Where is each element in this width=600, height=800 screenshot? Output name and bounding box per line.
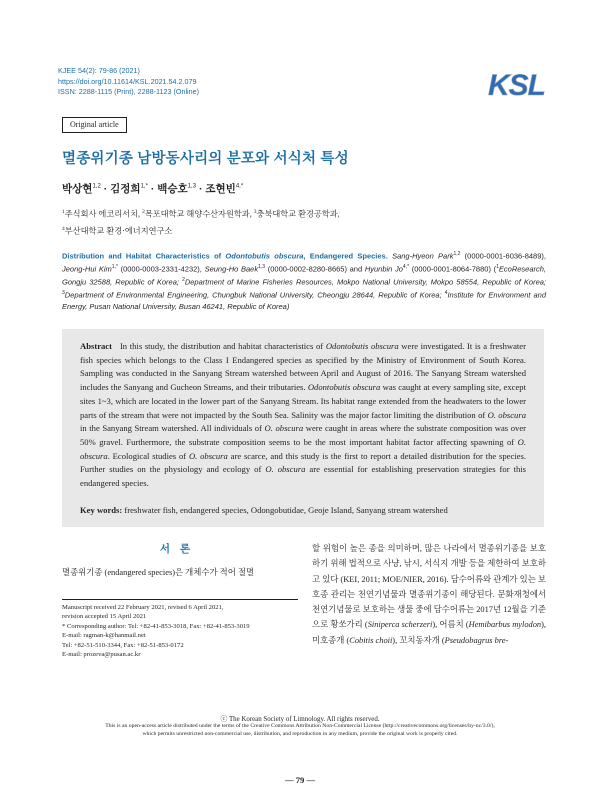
page-number: — 79 — xyxy=(284,775,316,785)
logo-lettering: KSL xyxy=(488,69,545,100)
affil-marker: 1,3 xyxy=(258,264,266,271)
copyright-line: ⓒ The Korean Society of Limnology. All rights reserved. xyxy=(220,716,380,723)
author-separator: · xyxy=(147,183,158,195)
authors-korean xyxy=(62,181,243,196)
affil-marker: 2 xyxy=(142,209,145,215)
license-line: This is an open-access article distributed under the terms of the Creative Commons Attribution Non-Commercial License (http://creativecommons.org/licenses/by-nc/3.0/), xyxy=(105,723,495,729)
affiliation-line xyxy=(62,205,542,222)
english-title: Distribution and Habitat Characteristics of Odontobutis obscura, Endangered Species. xyxy=(62,251,388,261)
email-link[interactable]: E-mail: prozeva@pusan.ac.kr xyxy=(62,651,141,659)
affiliation: 부산대학교 환경·에너지연구소 xyxy=(64,226,173,236)
keywords-label: Key words: xyxy=(80,505,123,515)
email-link[interactable]: E-mail: ragman-k@hanmail.net xyxy=(62,632,146,640)
affil-marker: 2 xyxy=(182,277,185,284)
affil-marker: 1 xyxy=(496,264,499,271)
author-name: 김정희 xyxy=(110,183,141,195)
article-type-label: Original article xyxy=(62,117,127,133)
english-title-block xyxy=(62,249,546,313)
intro-paragraph-right: 할 위험이 높은 종을 의미하며, 많은 나라에서 멸종위기종을 보호하기 위해 법적으로 사냥, 낚시, 서식지 개발 등을 제한하여 보호하고 있다 (KEI, 2011; MOE/NIER, 2016). 담수어류와 관계가 있는 보호종 관리는 천연기념물과 멸종위기종이 해당된다. 문화재청에서 천연기념물로 보호하는 생물 중에 담수어류는 2017년 12월을 기준으로 황쏘가리 (Siniperca scherzeri), 어름치 (Hemibarbus mylodon), 미호종개 (Cobitis choii), 꼬치동자개 (Pseudobagrus bre- xyxy=(312,544,546,645)
page-title: 멸종위기종 남방동사리의 분포와 서식처 특성 xyxy=(62,151,349,167)
affil-marker: 4 xyxy=(62,225,65,232)
orcid: (0000-0001-8064-7880) ( xyxy=(409,264,497,274)
author-name-en: Sang-Hyeon Park xyxy=(387,251,454,261)
affil-marker: 4,* xyxy=(402,264,410,271)
author-name: 백승호 xyxy=(157,183,188,195)
license-line: which permits unrestricted non-commercial use, distribution, and reproduction in any medium, provide the original work is properly cited. xyxy=(142,731,458,738)
orcid: (0000-0001-6036-8489), xyxy=(464,251,546,261)
author-affil-marker: 1,* xyxy=(140,183,148,190)
affil-marker: 4 xyxy=(444,290,448,297)
affil-marker: 1 xyxy=(62,209,65,215)
author-name: 박상현 xyxy=(62,183,93,195)
abstract-label: Abstract xyxy=(80,341,112,351)
note-line: revision accepted 15 April 2021 xyxy=(62,613,147,621)
affiliation-en: Department of Environmental Engineering, Chungbuk National University, Cheongju 28644, Republic of Korea; xyxy=(64,290,445,300)
section-heading: 서론 xyxy=(159,543,201,555)
note-line: Manuscript received 22 February 2021, revised 6 April 2021, xyxy=(62,604,224,611)
orcid: (0000-0003-2331-4232), xyxy=(117,264,205,274)
license-text xyxy=(0,722,600,739)
keywords xyxy=(80,505,526,515)
author-name: 조현빈 xyxy=(205,183,236,195)
affil-marker: 3 xyxy=(253,209,257,215)
author-name-en: Hyunbin Jo xyxy=(364,264,403,274)
affiliations-korean xyxy=(62,205,542,238)
orcid: (0000-0002-8280-8665) and xyxy=(265,264,365,274)
author-separator: · xyxy=(100,183,111,195)
author-name-en: Jeong-Hui Kim xyxy=(62,264,112,274)
affil-marker: 1,* xyxy=(111,264,118,271)
ksl-logo xyxy=(486,66,548,100)
journal-citation: KJEE 54(2): 79-86 (2021) xyxy=(58,66,140,75)
affil-marker: 3 xyxy=(62,290,65,297)
manuscript-notes xyxy=(62,603,298,659)
affil-marker: 1,2 xyxy=(453,251,461,257)
affiliation-line xyxy=(62,222,542,239)
abstract: Abstract In this study, the distribution and habitat characteristics of Odontobutis obscura were investigated. It is a freshwater fish species which belongs to the Class I Endangered species as specified by the Ministry of Environment of South Korea. Sampling was conducted in the Sanyang Stream watershed between April and August of 2016. The Sanyang Stream watershed includes the Sanyang and Gucheon Streams, and their tributaries. Odontobutis obscura was caught at every sampling site, except sites 1~3, which are located in the lower part of the Sanyang Stream. Its habitat range extended from the headwaters to the lower parts of the stream that were not impacted by the South Sea. Salinity was the major factor limiting the distribution of O. obscura in the Sanyang Stream watershed. All individuals of O. obscura were caught in areas where the substrate composition was over 50% gravel. Furthermore, the substrate composition seems to be the most important habitat factor affecting spawning of O. obscura. Ecological studies of O. obscura are scarce, and this study is the first to report a detailed distribution for the species. Further studies on the physiology and ecology of O. obscura are essential for establishing preservation strategies for this endangered species. xyxy=(80,341,526,489)
affiliation: 목포대학교 해양수산자원학과, xyxy=(144,209,254,219)
author-affil-marker: 1,2 xyxy=(92,183,101,190)
affiliation-en: EcoResearch, Gongju 32588, Republic of Korea; xyxy=(62,264,546,287)
affiliation-en: Department of Marine Fisheries Resources, Mokpo National University, Mokpo 58554, Republic of Korea; xyxy=(184,277,546,287)
affiliation: 충북대학교 환경공학과, xyxy=(256,209,340,219)
intro-paragraph-left: 멸종위기종 (endangered species)은 개체수가 적어 절멸 xyxy=(62,568,255,577)
journal-header xyxy=(58,66,199,98)
note-line: Tel: +82-51-510-3344, Fax: +82-51-853-0172 xyxy=(62,641,184,649)
author-affil-marker: 1,3 xyxy=(187,183,197,190)
author-separator: · xyxy=(196,183,206,195)
doi-link[interactable]: https://doi.org/10.11614/KSL.2021.54.2.079 xyxy=(58,76,197,86)
footnote-divider xyxy=(62,599,298,600)
affiliation: 주식회사 에코리서치, xyxy=(64,209,143,219)
affiliation-en: Institute for Environment and Energy, Pusan National University, Busan 46241, Republic of Korea) xyxy=(62,290,546,312)
issn-line: ISSN: 2288-1115 (Print), 2288-1123 (Online) xyxy=(58,87,200,97)
author-name-en: Seung-Ho Baek xyxy=(204,264,259,274)
keywords-text: freshwater fish, endangered species, Odongobutidae, Geoje Island, Sanyang stream watershed xyxy=(122,505,448,515)
note-line: * Corresponding author: Tel: +82-41-853-3018, Fax: +82-41-853-3019 xyxy=(62,622,250,630)
author-affil-marker: 4,* xyxy=(235,183,244,190)
